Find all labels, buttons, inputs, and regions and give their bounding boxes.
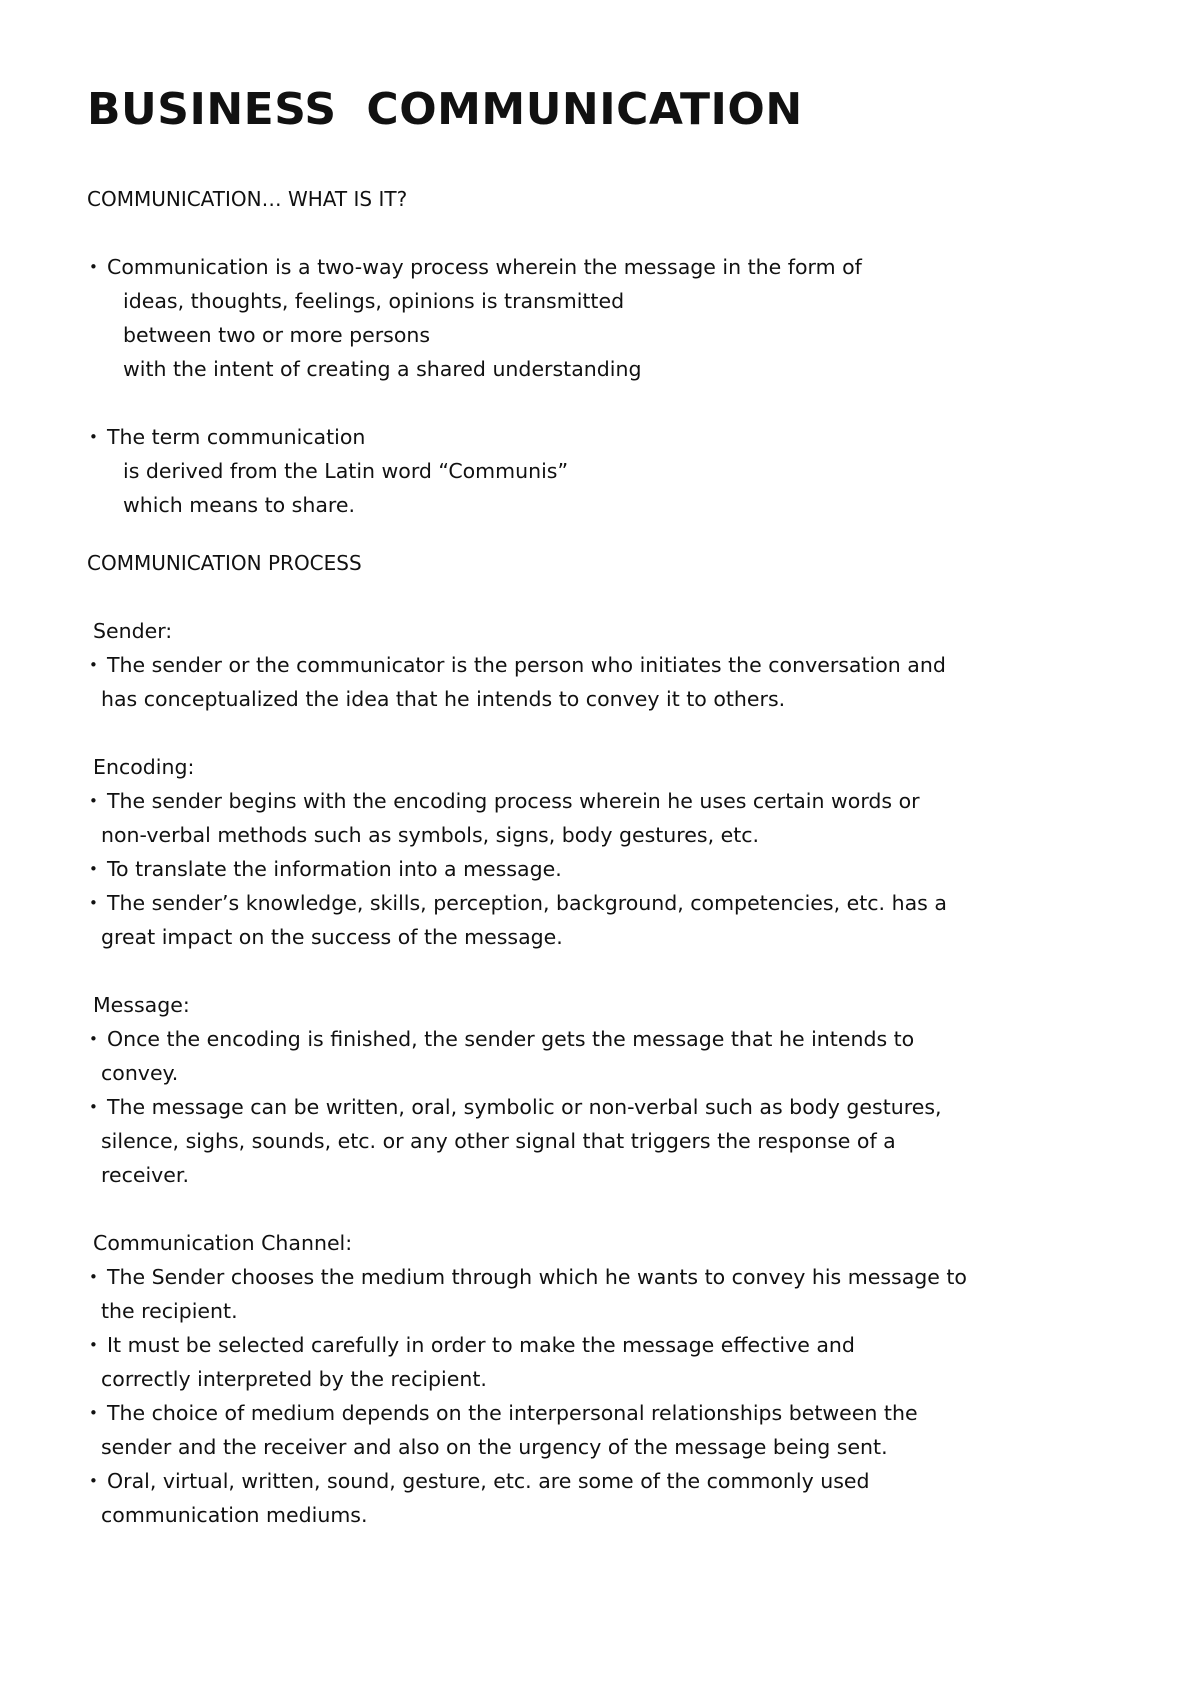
section-heading-what-is-it: COMMUNICATION… WHAT IS IT? (87, 187, 408, 211)
encoding-label: Encoding: (93, 755, 195, 779)
bullet-line: Once the encoding is finished, the sender gets the message that he intends to (107, 1027, 915, 1051)
bullet-line: To translate the information into a message. (107, 857, 562, 881)
bullet-line: non-verbal methods such as symbols, signs, body gestures, etc. (101, 823, 760, 847)
bullet-icon: • (89, 1268, 98, 1286)
bullet-line: is derived from the Latin word “Communis” (123, 459, 569, 483)
bullet-icon: • (89, 1098, 98, 1116)
spacer (87, 580, 1127, 614)
encoding-bullet (87, 886, 1127, 954)
bullet-line: communication mediums. (101, 1503, 368, 1527)
bullet-line: receiver. (101, 1163, 189, 1187)
bullet-line: correctly interpreted by the recipient. (101, 1367, 487, 1391)
document-page (87, 80, 1127, 1532)
bullet-line: The sender’s knowledge, skills, perception, background, competencies, etc. has a (107, 891, 947, 915)
encoding-bullet (87, 852, 1127, 886)
message-bullet (87, 1090, 1127, 1192)
sender-bullet (87, 648, 1127, 716)
bullet-line: which means to share. (123, 493, 356, 517)
bullet-line: Communication is a two-way process wherein the message in the form of (107, 255, 862, 279)
bullet-line: The sender or the communicator is the person who initiates the conversation and (107, 653, 946, 677)
bullet-line: It must be selected carefully in order to make the message effective and (107, 1333, 855, 1357)
bullet-icon: • (89, 1030, 98, 1048)
channel-bullet (87, 1260, 1127, 1328)
bullet-line: silence, sighs, sounds, etc. or any other signal that triggers the response of a (101, 1129, 896, 1153)
bullet-icon: • (89, 428, 98, 446)
bullet-line: The sender begins with the encoding process wherein he uses certain words or (107, 789, 920, 813)
spacer (87, 1192, 1127, 1226)
bullet-line: the recipient. (101, 1299, 238, 1323)
spacer (87, 954, 1127, 988)
bullet-line: The term communication (107, 425, 366, 449)
bullet-term-origin (87, 420, 1127, 522)
bullet-icon: • (89, 258, 98, 276)
bullet-line: has conceptualized the idea that he intends to convey it to others. (101, 687, 786, 711)
bullet-icon: • (89, 1472, 98, 1490)
channel-bullet (87, 1464, 1127, 1532)
bullet-icon: • (89, 894, 98, 912)
bullet-icon: • (89, 1336, 98, 1354)
bullet-icon: • (89, 792, 98, 810)
bullet-line: convey. (101, 1061, 179, 1085)
channel-label: Communication Channel: (93, 1231, 353, 1255)
bullet-icon: • (89, 1404, 98, 1422)
channel-bullet (87, 1396, 1127, 1464)
spacer (87, 716, 1127, 750)
encoding-bullet (87, 784, 1127, 852)
section-heading-process: COMMUNICATION PROCESS (87, 551, 362, 575)
bullet-line: with the intent of creating a shared understanding (123, 357, 642, 381)
spacer (87, 386, 1127, 420)
bullet-line: The Sender chooses the medium through which he wants to convey his message to (107, 1265, 967, 1289)
bullet-line: ideas, thoughts, feelings, opinions is transmitted (123, 289, 625, 313)
bullet-icon: • (89, 656, 98, 674)
bullet-communication-definition (87, 250, 1127, 386)
bullet-line: The choice of medium depends on the interpersonal relationships between the (107, 1401, 918, 1425)
spacer (87, 216, 1127, 250)
bullet-line: sender and the receiver and also on the urgency of the message being sent. (101, 1435, 888, 1459)
bullet-line: great impact on the success of the message. (101, 925, 563, 949)
channel-bullet (87, 1328, 1127, 1396)
message-label: Message: (93, 993, 190, 1017)
bullet-line: Oral, virtual, written, sound, gesture, etc. are some of the commonly used (107, 1469, 870, 1493)
message-bullet (87, 1022, 1127, 1090)
bullet-line: The message can be written, oral, symbolic or non-verbal such as body gestures, (107, 1095, 942, 1119)
bullet-line: between two or more persons (123, 323, 431, 347)
sender-label: Sender: (93, 619, 173, 643)
bullet-icon: • (89, 860, 98, 878)
document-title: BUSINESS COMMUNICATION (87, 84, 803, 135)
